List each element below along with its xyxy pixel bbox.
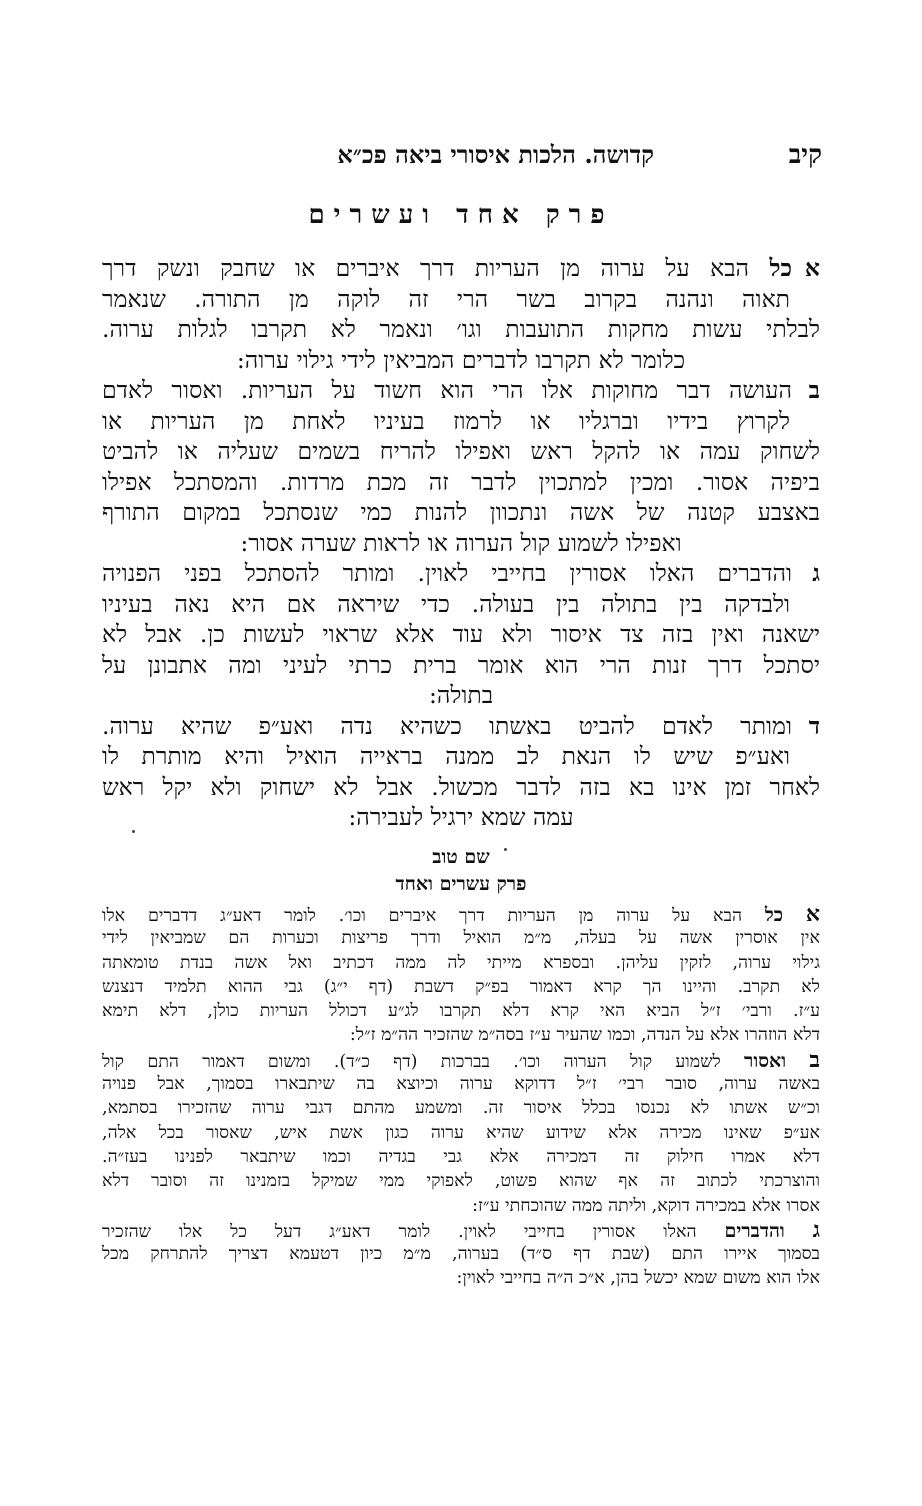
halacha-paragraph — [102, 558, 820, 711]
commentary-paragraph — [102, 1218, 820, 1291]
text-line: ביפיה אסור. ומכין למתכוין לדבר זה מכת מרדות. והמסתכל אפילו — [102, 467, 820, 496]
commentary-line: דלא אמרו חילוק זה דמכירה אלא גבי בגדיה וכמו שיתבאר לפנינו בעז״ה. — [102, 1146, 820, 1167]
text-line: ואע״פ שיש לו הנאת לב ממנה בראייה הואיל והיא מותרת לו — [102, 742, 790, 770]
text-line: אכל הבא על ערוה מן העריות דרך איברים או שחבק ונשק דרך — [102, 254, 820, 282]
commentary-line: והוצרכתי לכתוב זה אף שהוא פשוט, לאפוקי ממי שמיקל בזמנינו זה וסובר דלא — [102, 1171, 820, 1192]
commentary-line: אע״פ שאינו מכירה אלא שידוע שהיא ערוה כגון אשת איש, שאסור בכל אלה, — [102, 1122, 820, 1143]
commentary-line: ג והדברים האלו אסורין בחייבי לאוין. לומר דאע״ג דעל כל אלו שהזכיר — [102, 1217, 820, 1243]
commentary-dibbur-hamatchil: והדברים — [724, 1219, 785, 1242]
halacha-letter: ב — [808, 376, 820, 404]
chapter-heading: פרק אחד ועשרים — [308, 200, 614, 230]
halacha-first-word: כל — [769, 254, 792, 282]
halacha-letter: א — [804, 254, 820, 282]
commentary-dibbur-hamatchil: כל — [764, 904, 784, 926]
text-line: יסתכל דרך זנות הרי הוא אומר ברית כרתי לעיני ומה אתבונן על — [102, 650, 820, 679]
page-number: קיב — [788, 140, 822, 170]
commentary-line: וכ״ש אשתו לא נכנסו בכלל איסור זה. ומשמע מהתם דגבי ערוה שהזכירו בסתמא, — [102, 1098, 820, 1119]
commentary-chapter-heading: פרק עשרים ואחד — [395, 873, 527, 895]
commentary-line: ע״ז. ורבי׳ ז״ל הביא האי קרא דלא תקרבו לג״ע דכולל העריות כולן, דלא תימא — [102, 1001, 820, 1022]
text-line: עמה שמא ירגיל לעבירה: — [348, 803, 574, 831]
commentary-letter: ג — [812, 1217, 820, 1243]
commentary-line: אלו הוא משום שמא יכשל בהן, א״כ ה״ה בחייבי לאוין: — [456, 1268, 820, 1289]
text-line: לבלתי עשות מחקות התועבות וגו׳ ונאמר לא תקרבו לגלות ערוה. — [102, 315, 820, 343]
commentary-line: דלא הוזהרו אלא על הנדה, וכמו שהעיר ע״ז בסה״מ שהזכיר הה״מ ז״ל: — [349, 1025, 820, 1046]
text-line: לשחוק עמה או להקל ראש ואפילו להריח בשמים שעליה או להביט — [102, 437, 820, 465]
commentary-paragraph — [102, 902, 820, 1048]
running-header — [102, 140, 822, 176]
text-line: בתולה: — [428, 681, 494, 709]
commentary-line: לא תקרב. והיינו הך קרא דאמור בפ״ק דשבת (דף י״ג) גבי ההוא תלמיד דנצנש — [102, 976, 820, 997]
main-text — [102, 253, 820, 833]
text-line: ולבדקה בין בתולה בין בעולה. כדי שיראה אם היא נאה בעיניו — [102, 589, 790, 618]
commentary-line: אסרו אלא במכירה דוקא, וליתה ממה שהוכחתי ע״ז: — [472, 1195, 820, 1216]
commentary-line: ב ואסור לשמוע קול הערוה וכו׳. בברכות (דף כ״ד). ומשום דאמור התם קול — [102, 1047, 820, 1073]
scan-speck — [132, 830, 135, 833]
running-header-title: קדושה. הלכות איסורי ביאה פכ״א — [337, 140, 654, 169]
text-line: תאוה ונהנה בקרוב בשר הרי זה לוקה מן התורה. שנאמר — [102, 284, 790, 313]
commentary-line: א כל הבא על ערוה מן העריות דרך איברים וכו׳. לומר דאע״ג דדברים אלו — [102, 902, 820, 927]
text-line: לקרוץ בידיו וברגליו או לרמוז בעיניו לאחת מן העריות או — [102, 406, 790, 435]
commentary-dibbur-hamatchil: ואסור — [744, 1049, 787, 1072]
text-line: גוהדברים האלו אסורין בחייבי לאוין. ומותר להסתכל בפני הפנויה — [102, 559, 820, 587]
commentary-paragraph — [102, 1048, 820, 1218]
halacha-letter: ג — [812, 559, 820, 587]
text-line: ואפילו לשמוע קול הערוה או לראות שערה אסור: — [240, 528, 682, 557]
commentary-line: בסמוך איירו התם (שבת דף ס״ד) בערוה, מ״מ כיון דטעמא דצריך להתרחק מכל — [102, 1244, 820, 1265]
commentary-line: באשה ערוה, סובר רבי׳ ז״ל דדוקא ערוה וכיוצא בה שיתבארו בסמוך, אבל פנויה — [102, 1074, 820, 1095]
halacha-letter: ד — [808, 711, 820, 740]
text-line: כלומר לא תקרבו לדברים המביאין לידי גילוי ערוה: — [236, 345, 686, 374]
halacha-paragraph — [102, 375, 820, 558]
commentary-line: אין אוסרין אשה על בעלה, מ״מ הואיל ודרך פריצות וכערות הם שמביאין לידי — [102, 928, 820, 949]
text-line: דומותר לאדם להביט באשתו כשהיא נדה ואע״פ שהיא ערוה. — [102, 711, 820, 740]
commentary-text — [102, 902, 820, 1291]
halacha-paragraph — [102, 711, 820, 833]
commentary-line: גילוי ערוה, לזקין עליהן. ובספרא מייתי לה ממה דכתיב ואל אשה בנדת טומאתה — [102, 952, 820, 973]
text-line: לאחר זמן אינו בא בזה לדבר מכשול. אבל לא ישחוק ולא יקל ראש — [102, 772, 820, 801]
text-line: בהעושה דבר מחוקות אלו הרי הוא חשוד על העריות. ואסור לאדם — [102, 376, 820, 404]
commentary-letter: א — [805, 902, 820, 927]
commentary-letter: ב — [809, 1047, 820, 1073]
commentary-title: שם טוב — [432, 846, 490, 868]
text-line: ישאנה ואין בזה צד איסור ולא עוד אלא שראוי לעשות כן. אבל לא — [102, 620, 820, 648]
halacha-paragraph — [102, 253, 820, 375]
text-line: באצבע קטנה של אשה ונתכוון להנות כמי שנסתכל במקום התורף — [102, 498, 820, 526]
